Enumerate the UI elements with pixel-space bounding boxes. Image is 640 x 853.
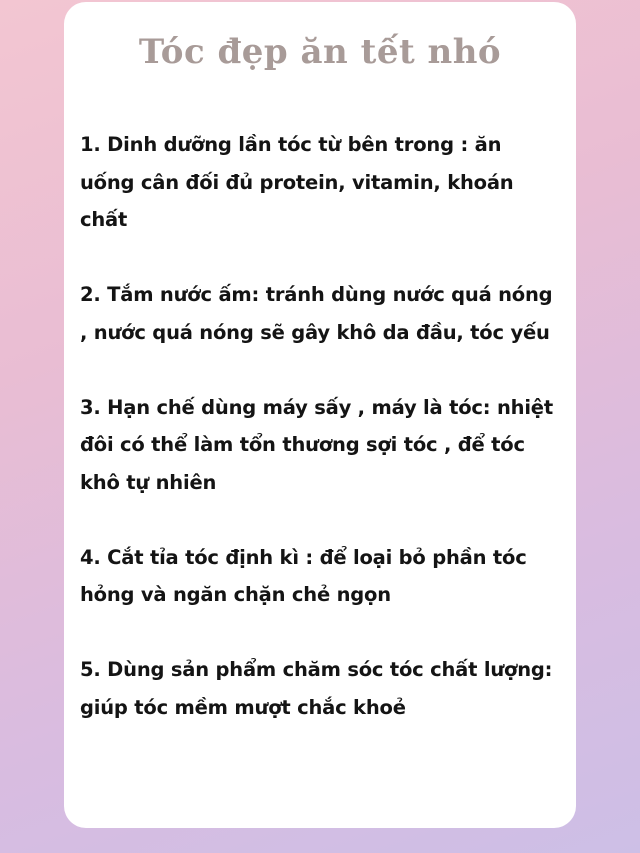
tip-item-1: 1. Dinh dưỡng lần tóc từ bên trong : ăn uống cân đối đủ protein, vitamin, khoán chất [80,133,514,231]
tip-item-2: 2. Tắm nước ấm: tránh dùng nước quá nóng , nước quá nóng sẽ gây khô da đầu, tóc yếu [80,283,553,344]
tip-item-5: 5. Dùng sản phẩm chăm sóc tóc chất lượng: giúp tóc mềm mượt chắc khoẻ [80,658,553,719]
tips-list [80,126,560,764]
tip-item-4: 4. Cắt tỉa tóc định kì : để loại bỏ phần tóc hỏng và ngăn chặn chẻ ngọn [80,545,527,606]
card-title: Tóc đẹp ăn tết nhó [138,32,502,72]
tip-item-3: 3. Hạn chế dùng máy sấy , máy là tóc: nhiệt đôi có thể làm tổn thương sợi tóc , để tóc khô tự nhiên [80,395,553,494]
tips-card [64,2,576,828]
